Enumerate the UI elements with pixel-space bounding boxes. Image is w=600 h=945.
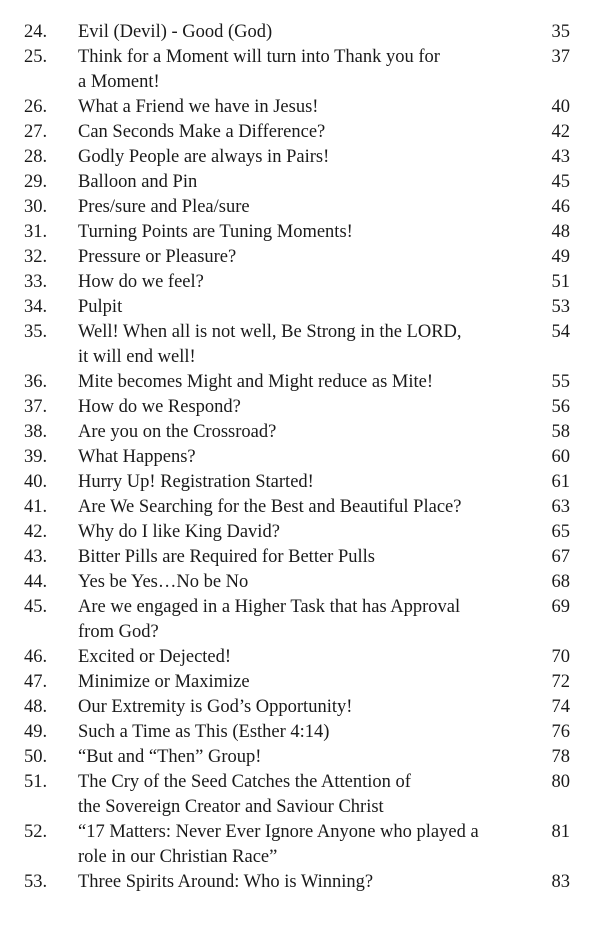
toc-entry-title-line: Three Spirits Around: Who is Winning?	[78, 872, 374, 892]
toc-entry-title	[78, 545, 513, 570]
toc-entry	[0, 870, 600, 895]
toc-entry-title-line: Are you on the Crossroad?	[78, 422, 277, 442]
toc-entry-page-number: 68	[551, 572, 570, 592]
toc-entry-title	[78, 495, 513, 520]
toc-entry-title	[78, 195, 513, 220]
toc-entry-title-line: Balloon and Pin	[78, 172, 198, 192]
toc-entry-title-line: Our Extremity is God’s Opportunity!	[78, 697, 353, 717]
toc-entry-title-line: Pulpit	[78, 297, 123, 317]
toc-entry-page-number: 48	[551, 222, 570, 242]
toc-entry	[0, 470, 600, 495]
toc-entry-title-line: “17 Matters: Never Ever Ignore Anyone who played a	[78, 822, 479, 842]
toc-entry-title-line: role in our Christian Race”	[78, 847, 278, 867]
toc-entry-number: 43.	[24, 547, 48, 567]
toc-entry	[0, 320, 600, 370]
toc-entry-title-line: Well! When all is not well, Be Strong in the LORD,	[78, 322, 462, 342]
toc-entry-page-number: 78	[551, 747, 570, 767]
toc-entry-page-number: 56	[551, 397, 570, 417]
toc-entry-number: 34.	[24, 297, 48, 317]
toc-entry-number: 33.	[24, 272, 48, 292]
toc-entry-title-line: Evil (Devil) - Good (God)	[78, 22, 273, 42]
toc-entry-page-number: 67	[551, 547, 570, 567]
toc-entry-page-number: 69	[551, 597, 570, 617]
toc-entry	[0, 595, 600, 645]
toc-entry-title	[78, 20, 513, 45]
toc-entry-title-line: Pres/sure and Plea/sure	[78, 197, 250, 217]
toc-entry-number: 30.	[24, 197, 48, 217]
toc-entry-title-line: Such a Time as This (Esther 4:14)	[78, 722, 330, 742]
toc-entry-number: 47.	[24, 672, 48, 692]
toc-entry-page-number: 43	[551, 147, 570, 167]
toc-entry-title-line: How do we Respond?	[78, 397, 241, 417]
toc-entry	[0, 520, 600, 545]
toc-entry-page-number: 42	[551, 122, 570, 142]
toc-entry-title	[78, 520, 513, 545]
toc-entry-title-line: What Happens?	[78, 447, 196, 467]
toc-entry-title	[78, 145, 513, 170]
toc-entry-page-number: 83	[551, 872, 570, 892]
toc-entry-title	[78, 695, 513, 720]
toc-entry-title-line: Can Seconds Make a Difference?	[78, 122, 326, 142]
toc-entry	[0, 695, 600, 720]
toc-entry	[0, 370, 600, 395]
toc-entry-page-number: 81	[551, 822, 570, 842]
toc-entry-title	[78, 470, 513, 495]
toc-entry-page-number: 35	[551, 22, 570, 42]
toc-entry-number: 36.	[24, 372, 48, 392]
toc-entry-title	[78, 170, 513, 195]
toc-entry-number: 50.	[24, 747, 48, 767]
toc-entry-number: 38.	[24, 422, 48, 442]
toc-entry-title	[78, 420, 513, 445]
toc-entry-number: 32.	[24, 247, 48, 267]
toc-entry-number: 37.	[24, 397, 48, 417]
toc-entry	[0, 20, 600, 45]
toc-entry	[0, 45, 600, 95]
toc-entry-number: 42.	[24, 522, 48, 542]
toc-entry	[0, 220, 600, 245]
toc-entry	[0, 95, 600, 120]
toc-entry	[0, 120, 600, 145]
toc-entry-page-number: 76	[551, 722, 570, 742]
toc-entry-number: 51.	[24, 772, 48, 792]
toc-entry-title-line: the Sovereign Creator and Saviour Christ	[78, 797, 384, 817]
toc-entry-title-line: The Cry of the Seed Catches the Attention of	[78, 772, 411, 792]
toc-entry-page-number: 70	[551, 647, 570, 667]
toc-entry-title	[78, 295, 513, 320]
toc-entry-title	[78, 645, 513, 670]
toc-entry-title-line: a Moment!	[78, 72, 160, 92]
toc-entry-page-number: 55	[551, 372, 570, 392]
toc-entry-title-line: Yes be Yes…No be No	[78, 572, 249, 592]
toc-entry-number: 49.	[24, 722, 48, 742]
toc-entry-number: 31.	[24, 222, 48, 242]
toc-entry-number: 46.	[24, 647, 48, 667]
toc-entry	[0, 570, 600, 595]
toc-entry-title-line: Mite becomes Might and Might reduce as Mite!	[78, 372, 434, 392]
toc-entry-title-line: Hurry Up! Registration Started!	[78, 472, 314, 492]
toc-entry	[0, 645, 600, 670]
toc-entry-number: 53.	[24, 872, 48, 892]
toc-entry-title-line: Minimize or Maximize	[78, 672, 250, 692]
toc-entry	[0, 420, 600, 445]
toc-entry-title-line: Are we engaged in a Higher Task that has Approval	[78, 597, 461, 617]
toc-entry-title	[78, 45, 513, 95]
toc-entry	[0, 670, 600, 695]
toc-entry-number: 41.	[24, 497, 48, 517]
toc-entry	[0, 270, 600, 295]
toc-entry-title-line: Turning Points are Tuning Moments!	[78, 222, 353, 242]
toc-entry-title	[78, 670, 513, 695]
toc-entry-page-number: 61	[551, 472, 570, 492]
toc-entry-title	[78, 220, 513, 245]
toc-entry	[0, 495, 600, 520]
toc-entry	[0, 820, 600, 870]
toc-entry	[0, 720, 600, 745]
toc-entry-title	[78, 320, 513, 370]
toc-entry-page-number: 45	[551, 172, 570, 192]
toc-entry-page-number: 40	[551, 97, 570, 117]
toc-entry-number: 28.	[24, 147, 48, 167]
toc-entry-title	[78, 820, 513, 870]
toc-entry-title	[78, 245, 513, 270]
toc-entry-title-line: What a Friend we have in Jesus!	[78, 97, 319, 117]
toc-entry-title	[78, 95, 513, 120]
toc-entry	[0, 245, 600, 270]
toc-entry-page-number: 54	[551, 322, 570, 342]
toc-entry-number: 29.	[24, 172, 48, 192]
toc-entry	[0, 770, 600, 820]
toc-entry-title	[78, 445, 513, 470]
toc-entry-title	[78, 395, 513, 420]
toc-entry-page-number: 72	[551, 672, 570, 692]
toc-entry-number: 52.	[24, 822, 48, 842]
toc-entry	[0, 445, 600, 470]
toc-entry-page-number: 37	[551, 47, 570, 67]
toc-entry-title-line: Excited or Dejected!	[78, 647, 232, 667]
toc-entry-number: 24.	[24, 22, 48, 42]
toc-entry-page-number: 63	[551, 497, 570, 517]
toc-entry-page-number: 53	[551, 297, 570, 317]
toc-entry-title	[78, 745, 513, 770]
toc-entry	[0, 170, 600, 195]
toc-entry-number: 26.	[24, 97, 48, 117]
toc-entry-page-number: 46	[551, 197, 570, 217]
toc-entry-title	[78, 270, 513, 295]
toc-entry-title-line: it will end well!	[78, 347, 196, 367]
toc-entry-title	[78, 770, 513, 820]
toc-entry-title	[78, 595, 513, 645]
toc-entry-page-number: 58	[551, 422, 570, 442]
toc-entry-number: 40.	[24, 472, 48, 492]
toc-entry	[0, 395, 600, 420]
toc-entry-number: 45.	[24, 597, 48, 617]
toc-entry	[0, 195, 600, 220]
toc-entry-number: 44.	[24, 572, 48, 592]
toc-entry-page-number: 60	[551, 447, 570, 467]
toc-entry-number: 39.	[24, 447, 48, 467]
toc-entry-title	[78, 570, 513, 595]
toc-entry-number: 25.	[24, 47, 48, 67]
toc-entry-number: 35.	[24, 322, 48, 342]
toc-entry-page-number: 49	[551, 247, 570, 267]
toc-entry-page-number: 74	[551, 697, 570, 717]
toc-entry-title-line: How do we feel?	[78, 272, 204, 292]
toc-entry	[0, 295, 600, 320]
toc-entry-number: 48.	[24, 697, 48, 717]
toc-entry-title-line: from God?	[78, 622, 159, 642]
toc-entry-page-number: 65	[551, 522, 570, 542]
toc-entry-number: 27.	[24, 122, 48, 142]
toc-entry-title-line: Are We Searching for the Best and Beautiful Place?	[78, 497, 462, 517]
toc-entry-title-line: Why do I like King David?	[78, 522, 280, 542]
toc-entry-title-line: Godly People are always in Pairs!	[78, 147, 330, 167]
toc-entry-title-line: Pressure or Pleasure?	[78, 247, 237, 267]
toc-entry-title	[78, 720, 513, 745]
toc-entry-title-line: Think for a Moment will turn into Thank you for	[78, 47, 440, 67]
toc-entry-page-number: 51	[551, 272, 570, 292]
toc-entry	[0, 745, 600, 770]
toc-entry-title-line: Bitter Pills are Required for Better Pulls	[78, 547, 375, 567]
toc-entry-title-line: “But and “Then” Group!	[78, 747, 262, 767]
toc-entry-title	[78, 370, 513, 395]
toc-entry-title	[78, 120, 513, 145]
toc-entry-page-number: 80	[551, 772, 570, 792]
toc-entry-title	[78, 870, 513, 895]
toc-entry	[0, 145, 600, 170]
toc-entry	[0, 545, 600, 570]
